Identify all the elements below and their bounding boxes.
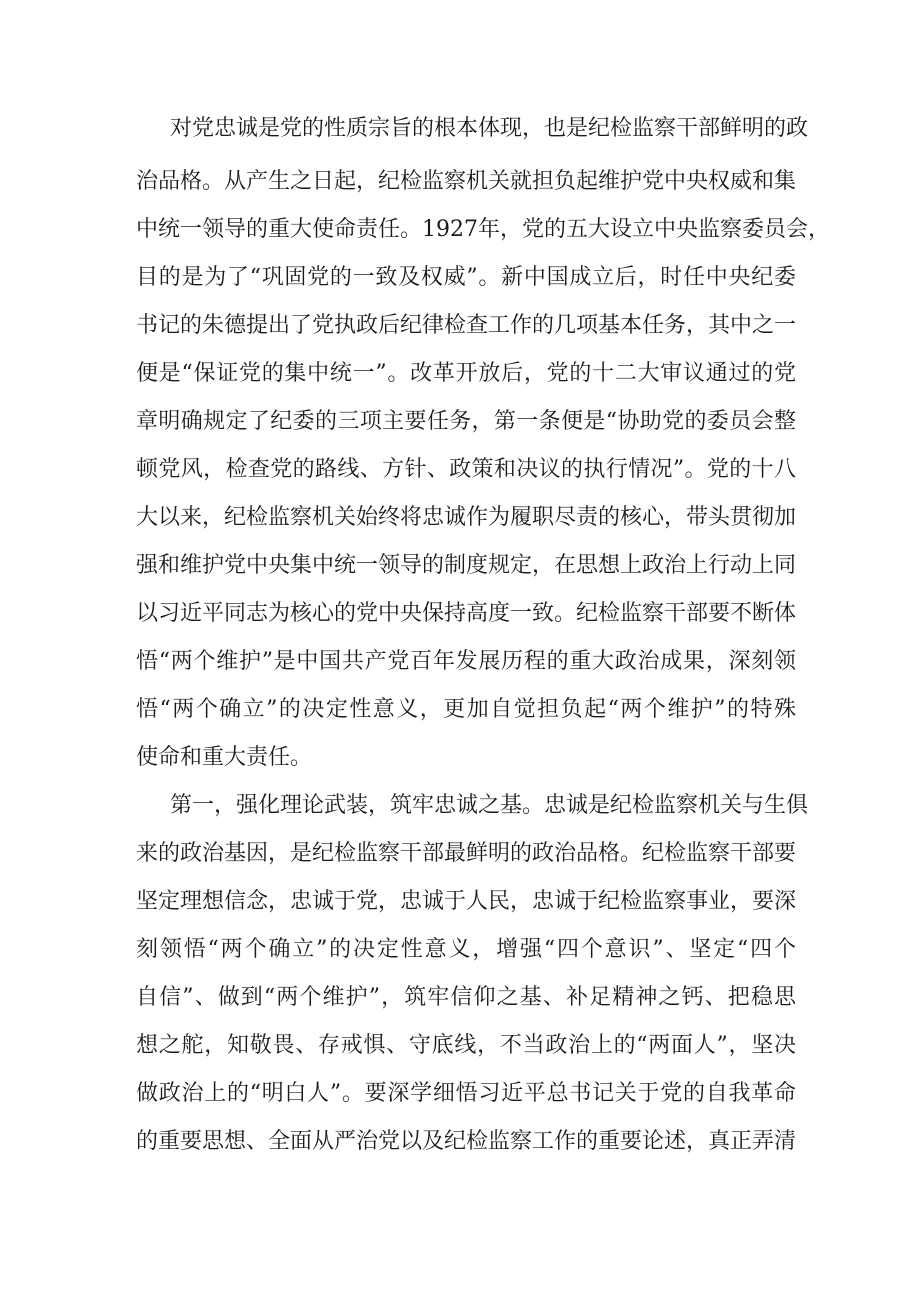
paragraph-2-line-1: 第一，强化理论武装，筑牢忠诚之基。忠诚是纪检监察机关与生俱	[170, 793, 809, 818]
paragraph-1-line-7: 章明确规定了纪委的三项主要任务，第一条便是“协助党的委员会整	[136, 409, 796, 434]
paragraph-2-line-2: 来的政治基因，是纪检监察干部最鲜明的政治品格。纪检监察干部要	[136, 841, 797, 866]
paragraph-1-line-12: 悟“两个维护”是中国共产党百年发展历程的重大政治成果，深刻领	[136, 649, 796, 674]
paragraph-1-line-6: 便是“保证党的集中统一”。改革开放后，党的十二大审议通过的党	[136, 361, 796, 386]
paragraph-2-line-8: 的重要思想、全面从严治党以及纪检监察工作的重要论述，真正弄清	[136, 1129, 797, 1154]
paragraph-1-line-11: 以习近平同志为核心的党中央保持高度一致。纪检监察干部要不断体	[136, 601, 797, 626]
paragraph-2-line-3: 坚定理想信念，忠诚于党，忠诚于人民，忠诚于纪检监察事业，要深	[136, 889, 797, 914]
paragraph-1-line-3: 中统一领导的重大使命责任。1927年，党的五大设立中央监察委员会，	[136, 217, 830, 242]
paragraph-1-line-4: 目的是为了“巩固党的一致及权威”。新中国成立后，时任中央纪委	[136, 265, 796, 290]
paragraph-2-line-6: 想之舵，知敬畏、存戒惧、守底线，不当政治上的“两面人”，坚决	[136, 1033, 796, 1058]
paragraph-1-line-10: 强和维护党中央集中统一领导的制度规定，在思想上政治上行动上同	[136, 553, 797, 578]
paragraph-1-line-9: 大以来，纪检监察机关始终将忠诚作为履职尽责的核心，带头贯彻加	[136, 505, 797, 530]
paragraph-1-line-8: 顿党风，检查党的路线、方针、政策和决议的执行情况”。党的十八	[136, 457, 796, 482]
paragraph-1-line-1: 对党忠诚是党的性质宗旨的根本体现，也是纪检监察干部鲜明的政	[170, 116, 809, 141]
paragraph-1-line-2: 治品格。从产生之日起，纪检监察机关就担负起维护党中央权威和集	[136, 169, 797, 194]
paragraph-1-line-5: 书记的朱德提出了党执政后纪律检查工作的几项基本任务，其中之一	[136, 313, 797, 338]
paragraph-1-line-13: 悟“两个确立”的决定性意义，更加自觉担负起“两个维护”的特殊	[136, 697, 796, 722]
paragraph-2-line-7: 做政治上的“明白人”。要深学细悟习近平总书记关于党的自我革命	[136, 1081, 796, 1106]
paragraph-2-line-5: 自信”、做到“两个维护”，筑牢信仰之基、补足精神之钙、把稳思	[136, 985, 796, 1010]
paragraph-2-line-4: 刻领悟“两个确立”的决定性意义，增强“四个意识”、坚定“四个	[136, 937, 796, 962]
paragraph-1-line-14: 使命和重大责任。	[136, 745, 313, 770]
